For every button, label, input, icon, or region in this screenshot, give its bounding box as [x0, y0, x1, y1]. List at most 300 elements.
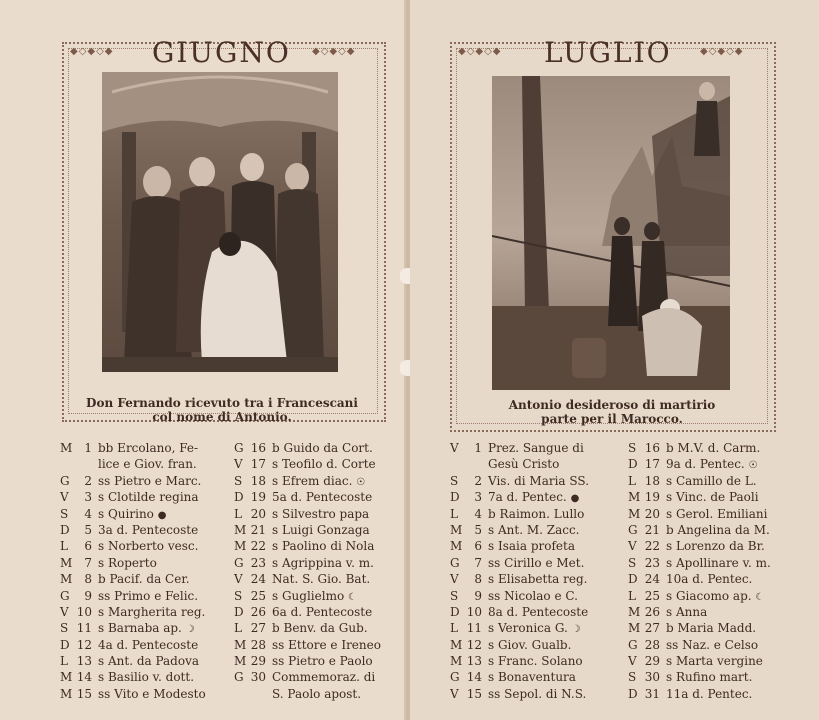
saint-name-text: ss Pietro e Marc.	[98, 473, 202, 488]
saint-name: lice e Giov. fran.	[98, 457, 197, 472]
saint-name-text: Commemoraz. di	[272, 670, 376, 685]
june-caption	[72, 396, 372, 424]
weekday-letter: G	[60, 588, 70, 603]
saint-name-text: s Rufino mart.	[666, 670, 753, 685]
saint-name	[272, 538, 374, 554]
calendar-row	[450, 669, 626, 685]
calendar-row	[234, 669, 404, 685]
saint-name-text: s Margherita reg.	[98, 604, 206, 619]
saint-name	[272, 637, 381, 653]
day-number: 21	[250, 522, 266, 537]
day-number: 15	[466, 686, 482, 701]
saint-name-text: ss Pietro e Paolo	[272, 654, 373, 669]
weekday-letter: D	[450, 604, 460, 619]
saint-name	[488, 473, 589, 489]
weekday-letter: S	[234, 473, 243, 488]
june-calendar-col-2	[234, 440, 404, 702]
day-number: 3	[84, 490, 92, 505]
calendar-row	[450, 604, 626, 620]
calendar-row	[234, 456, 404, 472]
moon-phase-icon: ☉	[356, 476, 366, 488]
saint-name	[98, 653, 199, 669]
saint-name-text: ss Primo e Felic.	[98, 588, 199, 603]
weekday-letter: G	[628, 522, 638, 537]
calendar-row	[60, 440, 232, 456]
saint-name-text: s Apollinare v. m.	[666, 555, 771, 570]
calendar-row	[234, 604, 404, 620]
saint-name-text: s Giov. Gualb.	[488, 637, 572, 652]
saint-name: S. Paolo apost.	[272, 686, 362, 701]
calendar-row	[234, 440, 404, 456]
day-number: 29	[644, 654, 660, 669]
day-number: 22	[644, 539, 660, 554]
saint-name-text: s Quirino	[98, 506, 154, 521]
weekday-letter: M	[450, 637, 463, 652]
calendar-row	[628, 637, 806, 653]
weekday-letter: L	[450, 621, 458, 636]
day-number: 27	[250, 621, 266, 636]
weekday-letter: D	[628, 572, 638, 587]
calendar-row	[628, 604, 806, 620]
saint-name	[272, 506, 369, 522]
moon-phase-icon: ☽	[571, 624, 581, 636]
saint-name	[98, 588, 198, 604]
saint-name	[272, 456, 376, 472]
june-caption-line-2: col nome di Antonio.	[152, 410, 292, 424]
july-calendar-col-2	[628, 440, 806, 702]
calendar-row	[234, 522, 404, 538]
saint-name-text: ss Nicolao e C.	[488, 588, 578, 603]
saint-name: Gesù Cristo	[488, 457, 560, 472]
july-caption	[462, 398, 762, 426]
calendar-row	[450, 620, 626, 636]
calendar-row	[450, 473, 626, 489]
weekday-letter: V	[60, 604, 69, 619]
saint-name-text: s Efrem diac.	[272, 473, 353, 488]
day-number: 26	[644, 604, 660, 619]
weekday-letter: L	[628, 473, 636, 488]
weekday-letter: L	[450, 506, 458, 521]
day-number: 24	[644, 572, 660, 587]
weekday-letter: V	[628, 654, 637, 669]
calendar-continuation	[450, 456, 626, 472]
calendar-row	[628, 473, 806, 489]
saint-name-text: s Elisabetta reg.	[488, 572, 588, 587]
weekday-letter: S	[60, 621, 69, 636]
saint-name-text: s Giacomo ap.	[666, 588, 752, 603]
saint-name-text: ss Naz. e Celso	[666, 637, 759, 652]
calendar-row	[450, 686, 626, 702]
saint-name-text: s Camillo de L.	[666, 473, 757, 488]
calendar-row	[450, 555, 626, 571]
calendar-row	[628, 555, 806, 571]
saint-name	[272, 571, 370, 587]
saint-name	[666, 571, 752, 587]
day-number: 28	[250, 637, 266, 652]
saint-name-text: b Angelina da M.	[666, 522, 770, 537]
day-number: 16	[644, 441, 660, 455]
day-number: 18	[250, 473, 266, 488]
day-number: 7	[474, 555, 482, 570]
calendar-row	[60, 538, 232, 554]
saint-name	[98, 571, 190, 587]
calendar-row	[60, 555, 232, 571]
saint-name	[272, 653, 373, 669]
saint-name-text: s Roperto	[98, 555, 157, 570]
july-illustration	[492, 76, 730, 390]
saint-name	[666, 538, 765, 554]
weekday-letter: V	[450, 572, 459, 587]
weekday-letter: D	[628, 686, 638, 701]
weekday-letter: V	[450, 686, 459, 701]
saint-name-text: ss Cirillo e Met.	[488, 555, 585, 570]
saint-name	[488, 506, 584, 522]
calendar-row	[60, 473, 232, 489]
moon-phase-icon: ☾	[348, 591, 357, 603]
day-number: 6	[84, 539, 92, 554]
saint-name-text: ss Vito e Modesto	[98, 686, 206, 701]
june-calendar-col-1	[60, 440, 232, 702]
saint-name-text: ss Sepol. di N.S.	[488, 686, 587, 701]
saint-name-text: s Ant. M. Zacc.	[488, 522, 580, 537]
calendar-row	[60, 489, 232, 505]
calendar-row	[60, 669, 232, 685]
day-number: 15	[76, 686, 92, 701]
day-number: 12	[76, 637, 92, 652]
saint-name	[666, 489, 759, 505]
saint-name-text: Nat. S. Gio. Bat.	[272, 572, 371, 587]
calendar-row	[234, 588, 404, 604]
day-number: 29	[250, 654, 266, 669]
saint-name	[98, 538, 198, 554]
weekday-letter: G	[628, 637, 638, 652]
day-number: 24	[250, 572, 266, 587]
moon-phase-icon: ☽	[185, 624, 195, 636]
day-number: 11	[76, 621, 92, 636]
calendar-row	[628, 653, 806, 669]
day-number: 14	[76, 670, 92, 685]
weekday-letter: S	[628, 670, 637, 685]
weekday-letter: G	[234, 555, 244, 570]
day-number: 18	[644, 473, 660, 488]
saint-name	[272, 555, 374, 571]
calendar-row	[628, 489, 806, 505]
saint-name	[272, 489, 372, 505]
day-number: 11	[466, 621, 482, 636]
calendar-row	[60, 653, 232, 669]
saint-name	[272, 522, 370, 538]
day-number: 28	[644, 637, 660, 652]
day-number: 30	[644, 670, 660, 685]
day-number: 6	[474, 539, 482, 554]
weekday-letter: M	[60, 686, 73, 701]
weekday-letter: S	[60, 506, 69, 521]
saint-name	[666, 620, 756, 636]
calendar-row	[60, 588, 232, 604]
weekday-letter: V	[450, 441, 459, 455]
day-number: 31	[644, 686, 660, 701]
calendar-row	[234, 620, 404, 636]
weekday-letter: G	[234, 441, 244, 455]
calendar-row	[628, 522, 806, 538]
july-caption-line-2: parte per il Marocco.	[541, 412, 683, 426]
weekday-letter: G	[60, 473, 70, 488]
weekday-letter: S	[628, 555, 637, 570]
saint-name	[488, 571, 587, 587]
saint-name-text: 4a d. Pentecoste	[98, 637, 199, 652]
calendar-continuation	[234, 686, 404, 702]
calendar-row	[234, 653, 404, 669]
weekday-letter: M	[628, 604, 641, 619]
day-number: 9	[474, 588, 482, 603]
saint-name-text: b M.V. d. Carm.	[666, 441, 761, 455]
saint-name-text: s Luigi Gonzaga	[272, 522, 370, 537]
weekday-letter: M	[234, 522, 247, 537]
saint-name-text: b Maria Madd.	[666, 621, 757, 636]
day-number: 23	[644, 555, 660, 570]
day-number: 19	[644, 490, 660, 505]
saint-name-text: s Gerol. Emiliani	[666, 506, 768, 521]
weekday-letter: V	[234, 572, 243, 587]
calendar-row	[60, 686, 232, 702]
weekday-letter: M	[450, 522, 463, 537]
day-number: 10	[466, 604, 482, 619]
saint-name-text: s Paolino di Nola	[272, 539, 375, 554]
saint-name-text: s Veronica G.	[488, 621, 568, 636]
saint-name	[98, 489, 199, 505]
saint-name	[666, 604, 707, 620]
calendar-row	[234, 473, 404, 489]
saint-name-text: s Silvestro papa	[272, 506, 370, 521]
saint-name	[98, 440, 198, 456]
day-number: 2	[474, 473, 482, 488]
saint-name	[488, 604, 588, 620]
calendar-row	[628, 686, 806, 702]
weekday-letter: M	[234, 637, 247, 652]
calendar-row	[60, 620, 232, 636]
day-number: 12	[466, 637, 482, 652]
day-number: 25	[250, 588, 266, 603]
saint-name-text: s Anna	[666, 604, 708, 619]
weekday-letter: M	[60, 441, 73, 455]
day-number: 4	[474, 506, 482, 521]
moon-phase-icon: ●	[157, 509, 167, 521]
calendar-row	[628, 440, 806, 456]
saint-name-text: 10a d. Pentec.	[666, 572, 753, 587]
day-number: 5	[84, 522, 92, 537]
calendar-row	[234, 555, 404, 571]
weekday-letter: S	[450, 588, 459, 603]
calendar-row	[60, 637, 232, 653]
calendar-row	[60, 604, 232, 620]
weekday-letter: L	[60, 654, 68, 669]
weekday-letter: S	[628, 441, 637, 455]
june-caption-line-1: Don Fernando ricevuto tra i Francescani	[86, 396, 358, 410]
weekday-letter: S	[234, 588, 243, 603]
calendar-row	[628, 620, 806, 636]
calendar-row	[450, 588, 626, 604]
day-number: 27	[644, 621, 660, 636]
weekday-letter: M	[60, 670, 73, 685]
weekday-letter: M	[628, 621, 641, 636]
saint-name	[488, 669, 576, 685]
calendar-row	[234, 506, 404, 522]
day-number: 1	[474, 441, 482, 455]
saint-name	[666, 653, 763, 669]
saint-name-text: s Isaia profeta	[488, 539, 575, 554]
calendar-row	[628, 538, 806, 554]
saint-name-text: bb Ercolano, Fe-	[98, 441, 199, 455]
weekday-letter: M	[234, 539, 247, 554]
calendar-row	[450, 571, 626, 587]
day-number: 21	[644, 522, 660, 537]
saint-name-text: b Raimon. Lullo	[488, 506, 585, 521]
weekday-letter: V	[628, 539, 637, 554]
july-title: LUGLIO	[544, 36, 672, 69]
calendar-row	[60, 522, 232, 538]
weekday-letter: D	[450, 490, 460, 505]
calendar-row	[628, 571, 806, 587]
calendar-row	[628, 456, 806, 472]
saint-name-text: s Bonaventura	[488, 670, 576, 685]
calendar-row	[234, 571, 404, 587]
calendar-row	[234, 637, 404, 653]
calendar-row	[450, 637, 626, 653]
saint-name-text: s Vinc. de Paoli	[666, 490, 759, 505]
day-number: 25	[644, 588, 660, 603]
weekday-letter: G	[450, 670, 460, 685]
weekday-letter: L	[628, 588, 636, 603]
saint-name-text: Vis. di Maria SS.	[488, 473, 590, 488]
weekday-letter: M	[450, 539, 463, 554]
day-number: 9	[84, 588, 92, 603]
calendar-row	[628, 588, 806, 604]
day-number: 17	[644, 457, 660, 472]
june-ornament-right: ◆◇◆◇◆	[312, 46, 356, 57]
july-caption-line-1: Antonio desideroso di martirio	[508, 398, 716, 412]
july-ornament-right: ◆◇◆◇◆	[700, 46, 744, 57]
june-title: GIUGNO	[152, 36, 291, 69]
saint-name	[272, 620, 368, 636]
day-number: 16	[250, 441, 266, 455]
saint-name	[98, 555, 157, 571]
saint-name-text: s Teofilo d. Corte	[272, 457, 376, 472]
weekday-letter: V	[234, 457, 243, 472]
saint-name-text: 9a d. Pentec.	[666, 457, 745, 472]
moon-phase-icon: ☉	[748, 460, 758, 472]
calendar-row	[450, 506, 626, 522]
saint-name-text: 5a d. Pentecoste	[272, 490, 373, 505]
saint-name	[272, 604, 372, 620]
day-number: 8	[474, 572, 482, 587]
weekday-letter: V	[60, 490, 69, 505]
saint-name	[98, 604, 205, 620]
weekday-letter: M	[450, 654, 463, 669]
saint-name-text: 3a d. Pentecoste	[98, 522, 199, 537]
saint-name-text: b Pacif. da Cer.	[98, 572, 190, 587]
june-page	[0, 0, 408, 720]
calendar-row	[450, 489, 626, 505]
saint-name	[98, 473, 201, 489]
saint-name	[666, 473, 757, 489]
saint-name	[488, 588, 578, 604]
calendar-row	[60, 571, 232, 587]
calendar-row	[60, 506, 232, 522]
saint-name	[488, 686, 586, 702]
saint-name	[666, 637, 758, 653]
weekday-letter: M	[60, 572, 73, 587]
weekday-letter: L	[60, 539, 68, 554]
saint-name	[272, 440, 373, 456]
saint-name	[488, 653, 583, 669]
weekday-letter: D	[234, 604, 244, 619]
calendar-row	[450, 538, 626, 554]
saint-name-text: s Marta vergine	[666, 654, 763, 669]
saint-name-text: s Barnaba ap.	[98, 621, 182, 636]
day-number: 26	[250, 604, 266, 619]
day-number: 3	[474, 490, 482, 505]
moon-phase-icon: ●	[570, 493, 580, 505]
weekday-letter: L	[234, 621, 242, 636]
saint-name	[98, 637, 198, 653]
saint-name-text: 6a d. Pentecoste	[272, 604, 373, 619]
saint-name-text: 8a d. Pentecoste	[488, 604, 589, 619]
saint-name-text: s Basilio v. dott.	[98, 670, 195, 685]
day-number: 1	[84, 441, 92, 455]
saint-name-text: 7a d. Pentec.	[488, 490, 567, 505]
calendar-continuation	[60, 456, 232, 472]
weekday-letter: M	[628, 490, 641, 505]
saint-name-text: s Guglielmo	[272, 588, 345, 603]
moon-phase-icon: ☾	[755, 591, 765, 603]
saint-name	[666, 440, 760, 456]
saint-name	[98, 686, 206, 702]
day-number: 4	[84, 506, 92, 521]
saint-name	[666, 686, 752, 702]
day-number: 5	[474, 522, 482, 537]
saint-name	[666, 555, 771, 571]
june-ornament-left: ◆◇◆◇◆	[70, 46, 114, 57]
day-number: 23	[250, 555, 266, 570]
day-number: 8	[84, 572, 92, 587]
weekday-letter: G	[450, 555, 460, 570]
saint-name	[98, 522, 198, 538]
saint-name-text: Prez. Sangue di	[488, 441, 584, 455]
june-illustration	[102, 72, 338, 372]
weekday-letter: M	[234, 654, 247, 669]
day-number: 7	[84, 555, 92, 570]
calendar-row	[628, 506, 806, 522]
july-page	[410, 0, 819, 720]
saint-name-text: s Norberto vesc.	[98, 539, 199, 554]
saint-name-text: s Agrippina v. m.	[272, 555, 374, 570]
saint-name	[666, 506, 767, 522]
weekday-letter: D	[60, 522, 70, 537]
saint-name	[272, 669, 375, 685]
day-number: 14	[466, 670, 482, 685]
weekday-letter: L	[234, 506, 242, 521]
saint-name	[488, 538, 575, 554]
saint-name-text: s Ant. da Padova	[98, 654, 199, 669]
weekday-letter: S	[450, 473, 459, 488]
calendar-row	[450, 653, 626, 669]
saint-name	[488, 555, 584, 571]
saint-name	[666, 522, 770, 538]
july-ornament-left: ◆◇◆◇◆	[458, 46, 502, 57]
saint-name-text: ss Ettore e Ireneo	[272, 637, 381, 652]
saint-name	[488, 440, 584, 456]
saint-name-text: s Franc. Solano	[488, 654, 583, 669]
